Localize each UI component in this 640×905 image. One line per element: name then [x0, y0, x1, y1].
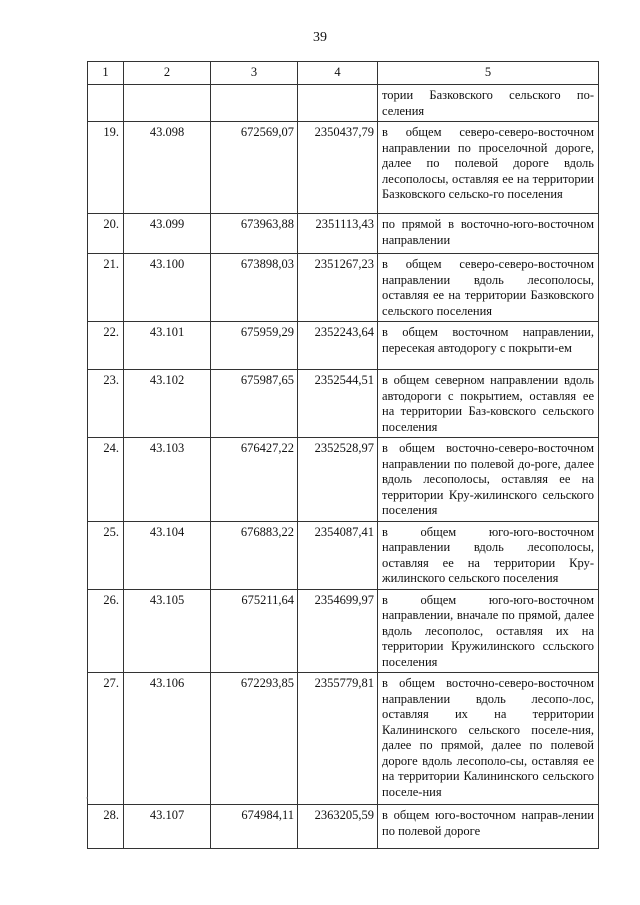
y-coordinate-cell: 2355779,81 — [298, 673, 378, 805]
row-number-cell: 20. — [88, 214, 124, 254]
table-row — [88, 521, 599, 589]
y-coordinate-cell: 2350437,79 — [298, 122, 378, 214]
table-row — [88, 85, 599, 122]
x-coordinate-cell: 675987,65 — [211, 370, 298, 438]
column-header: 5 — [378, 62, 599, 85]
description-cell: в общем восточно-северо-восточном направлении вдоль лесопо-лос, оставляя их на территории Калининского сельского поселе-ния, далее по прямой, далее по полевой дороге вдоль лесополо-сы, оставляя ее на территории Калининского сельского поселе-ния — [378, 673, 599, 805]
row-number-cell: 27. — [88, 673, 124, 805]
table-row — [88, 370, 599, 438]
point-code-cell: 43.101 — [124, 322, 211, 370]
description-cell: в общем восточно-северо-восточном направлении по полевой до-роге, далее вдоль лесополосы, оставляя ее на территории Кру-жилинского сельского поселения — [378, 438, 599, 522]
description-cell: по прямой в восточно-юго-восточном направлении — [378, 214, 599, 254]
point-code-cell: 43.100 — [124, 254, 211, 322]
row-number-cell: 22. — [88, 322, 124, 370]
table-row — [88, 322, 599, 370]
row-number-cell: 24. — [88, 438, 124, 522]
x-coordinate-cell — [211, 85, 298, 122]
y-coordinate-cell: 2354699,97 — [298, 589, 378, 673]
row-number-cell: 19. — [88, 122, 124, 214]
table-row — [88, 589, 599, 673]
y-coordinate-cell — [298, 85, 378, 122]
table-row — [88, 438, 599, 522]
y-coordinate-cell: 2352544,51 — [298, 370, 378, 438]
x-coordinate-cell: 673963,88 — [211, 214, 298, 254]
y-coordinate-cell: 2352243,64 — [298, 322, 378, 370]
row-number-cell: 21. — [88, 254, 124, 322]
point-code-cell: 43.105 — [124, 589, 211, 673]
x-coordinate-cell: 676427,22 — [211, 438, 298, 522]
table-row — [88, 805, 599, 849]
point-code-cell: 43.103 — [124, 438, 211, 522]
y-coordinate-cell: 2351113,43 — [298, 214, 378, 254]
boundary-table — [87, 61, 599, 849]
description-cell: в общем северо-северо-восточном направлении по проселочной дороге, далее по полевой дороге вдоль лесополосы, оставляя ее на территории Базковского сельско-го поселения — [378, 122, 599, 214]
page-number: 39 — [313, 30, 327, 45]
point-code-cell: 43.106 — [124, 673, 211, 805]
x-coordinate-cell: 675959,29 — [211, 322, 298, 370]
table-row — [88, 122, 599, 214]
column-header: 1 — [88, 62, 124, 85]
margin-mark: , — [86, 791, 88, 800]
column-header: 2 — [124, 62, 211, 85]
description-cell: в общем юго-юго-восточном направлении, вначале по прямой, далее вдоль лесополос, оставляя их на территории Кружилинского ссльского поселения — [378, 589, 599, 673]
y-coordinate-cell: 2352528,97 — [298, 438, 378, 522]
table-header-row — [88, 62, 599, 85]
x-coordinate-cell: 672569,07 — [211, 122, 298, 214]
row-number-cell: 26. — [88, 589, 124, 673]
description-cell: в общем юго-восточном направ-лении по полевой дороге — [378, 805, 599, 849]
row-number-cell — [88, 85, 124, 122]
description-cell: в общем восточном направлении, пересекая автодорогу с покрыти-ем — [378, 322, 599, 370]
column-header: 3 — [211, 62, 298, 85]
x-coordinate-cell: 675211,64 — [211, 589, 298, 673]
table-row — [88, 673, 599, 805]
x-coordinate-cell: 672293,85 — [211, 673, 298, 805]
point-code-cell: 43.099 — [124, 214, 211, 254]
y-coordinate-cell: 2351267,23 — [298, 254, 378, 322]
table-row — [88, 214, 599, 254]
description-cell: тории Базковского сельского по-селения — [378, 85, 599, 122]
y-coordinate-cell: 2354087,41 — [298, 521, 378, 589]
description-cell: в общем юго-юго-восточном направлении вдоль лесополосы, оставляя ее на территории Кру-жилинского сельского поселения — [378, 521, 599, 589]
y-coordinate-cell: 2363205,59 — [298, 805, 378, 849]
x-coordinate-cell: 673898,03 — [211, 254, 298, 322]
x-coordinate-cell: 676883,22 — [211, 521, 298, 589]
table-row — [88, 254, 599, 322]
column-header: 4 — [298, 62, 378, 85]
point-code-cell: 43.104 — [124, 521, 211, 589]
point-code-cell — [124, 85, 211, 122]
description-cell: в общем северном направлении вдоль автодороги с покрытием, оставляя ее на территории Баз-ковского сельского поселения — [378, 370, 599, 438]
point-code-cell: 43.098 — [124, 122, 211, 214]
description-cell: в общем северо-северо-восточном направлении вдоль лесополосы, оставляя ее на территории Базковского сельского поселения — [378, 254, 599, 322]
point-code-cell: 43.107 — [124, 805, 211, 849]
point-code-cell: 43.102 — [124, 370, 211, 438]
x-coordinate-cell: 674984,11 — [211, 805, 298, 849]
row-number-cell: 25. — [88, 521, 124, 589]
row-number-cell: 23. — [88, 370, 124, 438]
row-number-cell: 28. — [88, 805, 124, 849]
